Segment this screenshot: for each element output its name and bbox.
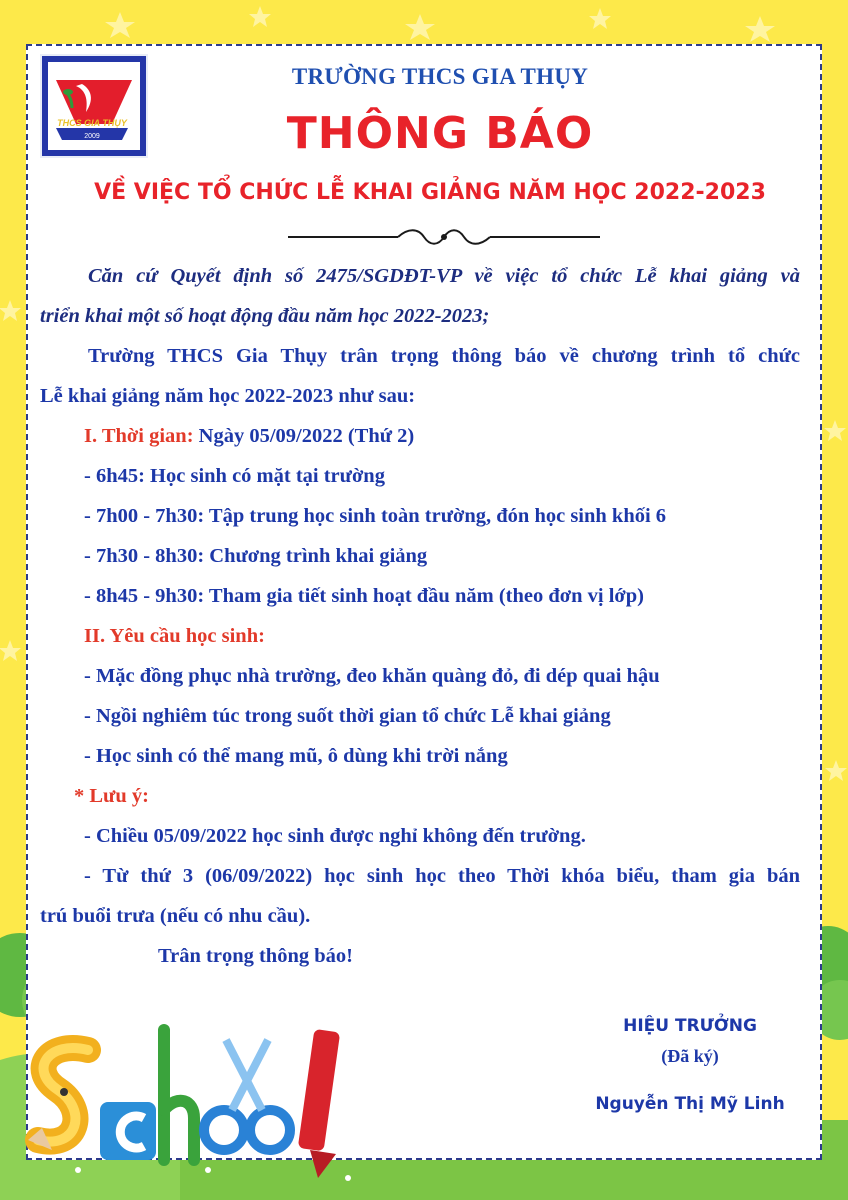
schedule-item: - 6h45: Học sinh có mặt tại trường	[84, 465, 385, 487]
requirement-item: - Ngồi nghiêm túc trong suốt thời gian tổ chức Lễ khai giảng	[84, 705, 611, 727]
school-logo-icon	[42, 56, 146, 156]
note-item: - Từ thứ 3 (06/09/2022) học sinh học theo Thời khóa biểu, tham gia bán	[84, 865, 800, 887]
intro-line-1: Căn cứ Quyết định số 2475/SGDĐT-VP về việc tổ chức Lễ khai giảng và	[88, 265, 800, 287]
requirement-item: - Mặc đồng phục nhà trường, đeo khăn quàng đỏ, đi dép quai hậu	[84, 665, 660, 687]
signature-status: (Đã ký)	[661, 1046, 719, 1066]
announce-line-2: Lễ khai giảng năm học 2022-2023 như sau:	[40, 385, 416, 407]
signature-name: Nguyễn Thị Mỹ Linh	[595, 1094, 785, 1114]
intro-line-2: triển khai một số hoạt động đầu năm học 2022-2023;	[40, 305, 490, 327]
signature-title: HIỆU TRƯỞNG	[623, 1016, 757, 1036]
note-item: - Chiều 05/09/2022 học sinh được nghỉ không đến trường.	[84, 825, 586, 847]
section-2-heading: II. Yêu cầu học sinh:	[84, 625, 265, 647]
notice-body	[40, 256, 800, 976]
note-item-continued: trú buổi trưa (nếu có nhu cầu).	[40, 905, 311, 927]
schedule-item: - 7h30 - 8h30: Chương trình khai giảng	[84, 545, 428, 567]
svg-text:THCS GIA THỤY: THCS GIA THỤY	[57, 118, 127, 128]
note-heading: * Lưu ý:	[74, 785, 149, 807]
school-name: TRƯỜNG THCS GIA THỤY	[291, 64, 589, 89]
svg-text:2009: 2009	[84, 133, 100, 140]
closing-text: Trân trọng thông báo!	[158, 945, 353, 967]
divider-ornament	[288, 226, 600, 248]
schedule-item: - 7h00 - 7h30: Tập trung học sinh toàn trường, đón học sinh khối 6	[84, 505, 667, 527]
announce-line-1: Trường THCS Gia Thụy trân trọng thông báo về chương trình tổ chức	[88, 345, 800, 367]
school-logo	[40, 54, 148, 158]
requirement-item: - Học sinh có thể mang mũ, ô dùng khi trời nắng	[84, 745, 508, 767]
page-title: THÔNG BÁO	[286, 108, 594, 159]
section-1-label: I. Thời gian:	[84, 425, 194, 447]
schedule-item: - 8h45 - 9h30: Tham gia tiết sinh hoạt đầu năm (theo đơn vị lớp)	[84, 585, 644, 607]
section-1-heading	[40, 416, 800, 456]
school-lettering-art	[18, 1010, 398, 1185]
page-subtitle: VỀ VIỆC TỔ CHỨC LỄ KHAI GIẢNG NĂM HỌC 2022-2023	[94, 180, 766, 205]
section-1-date: Ngày 05/09/2022 (Thứ 2)	[193, 425, 415, 447]
